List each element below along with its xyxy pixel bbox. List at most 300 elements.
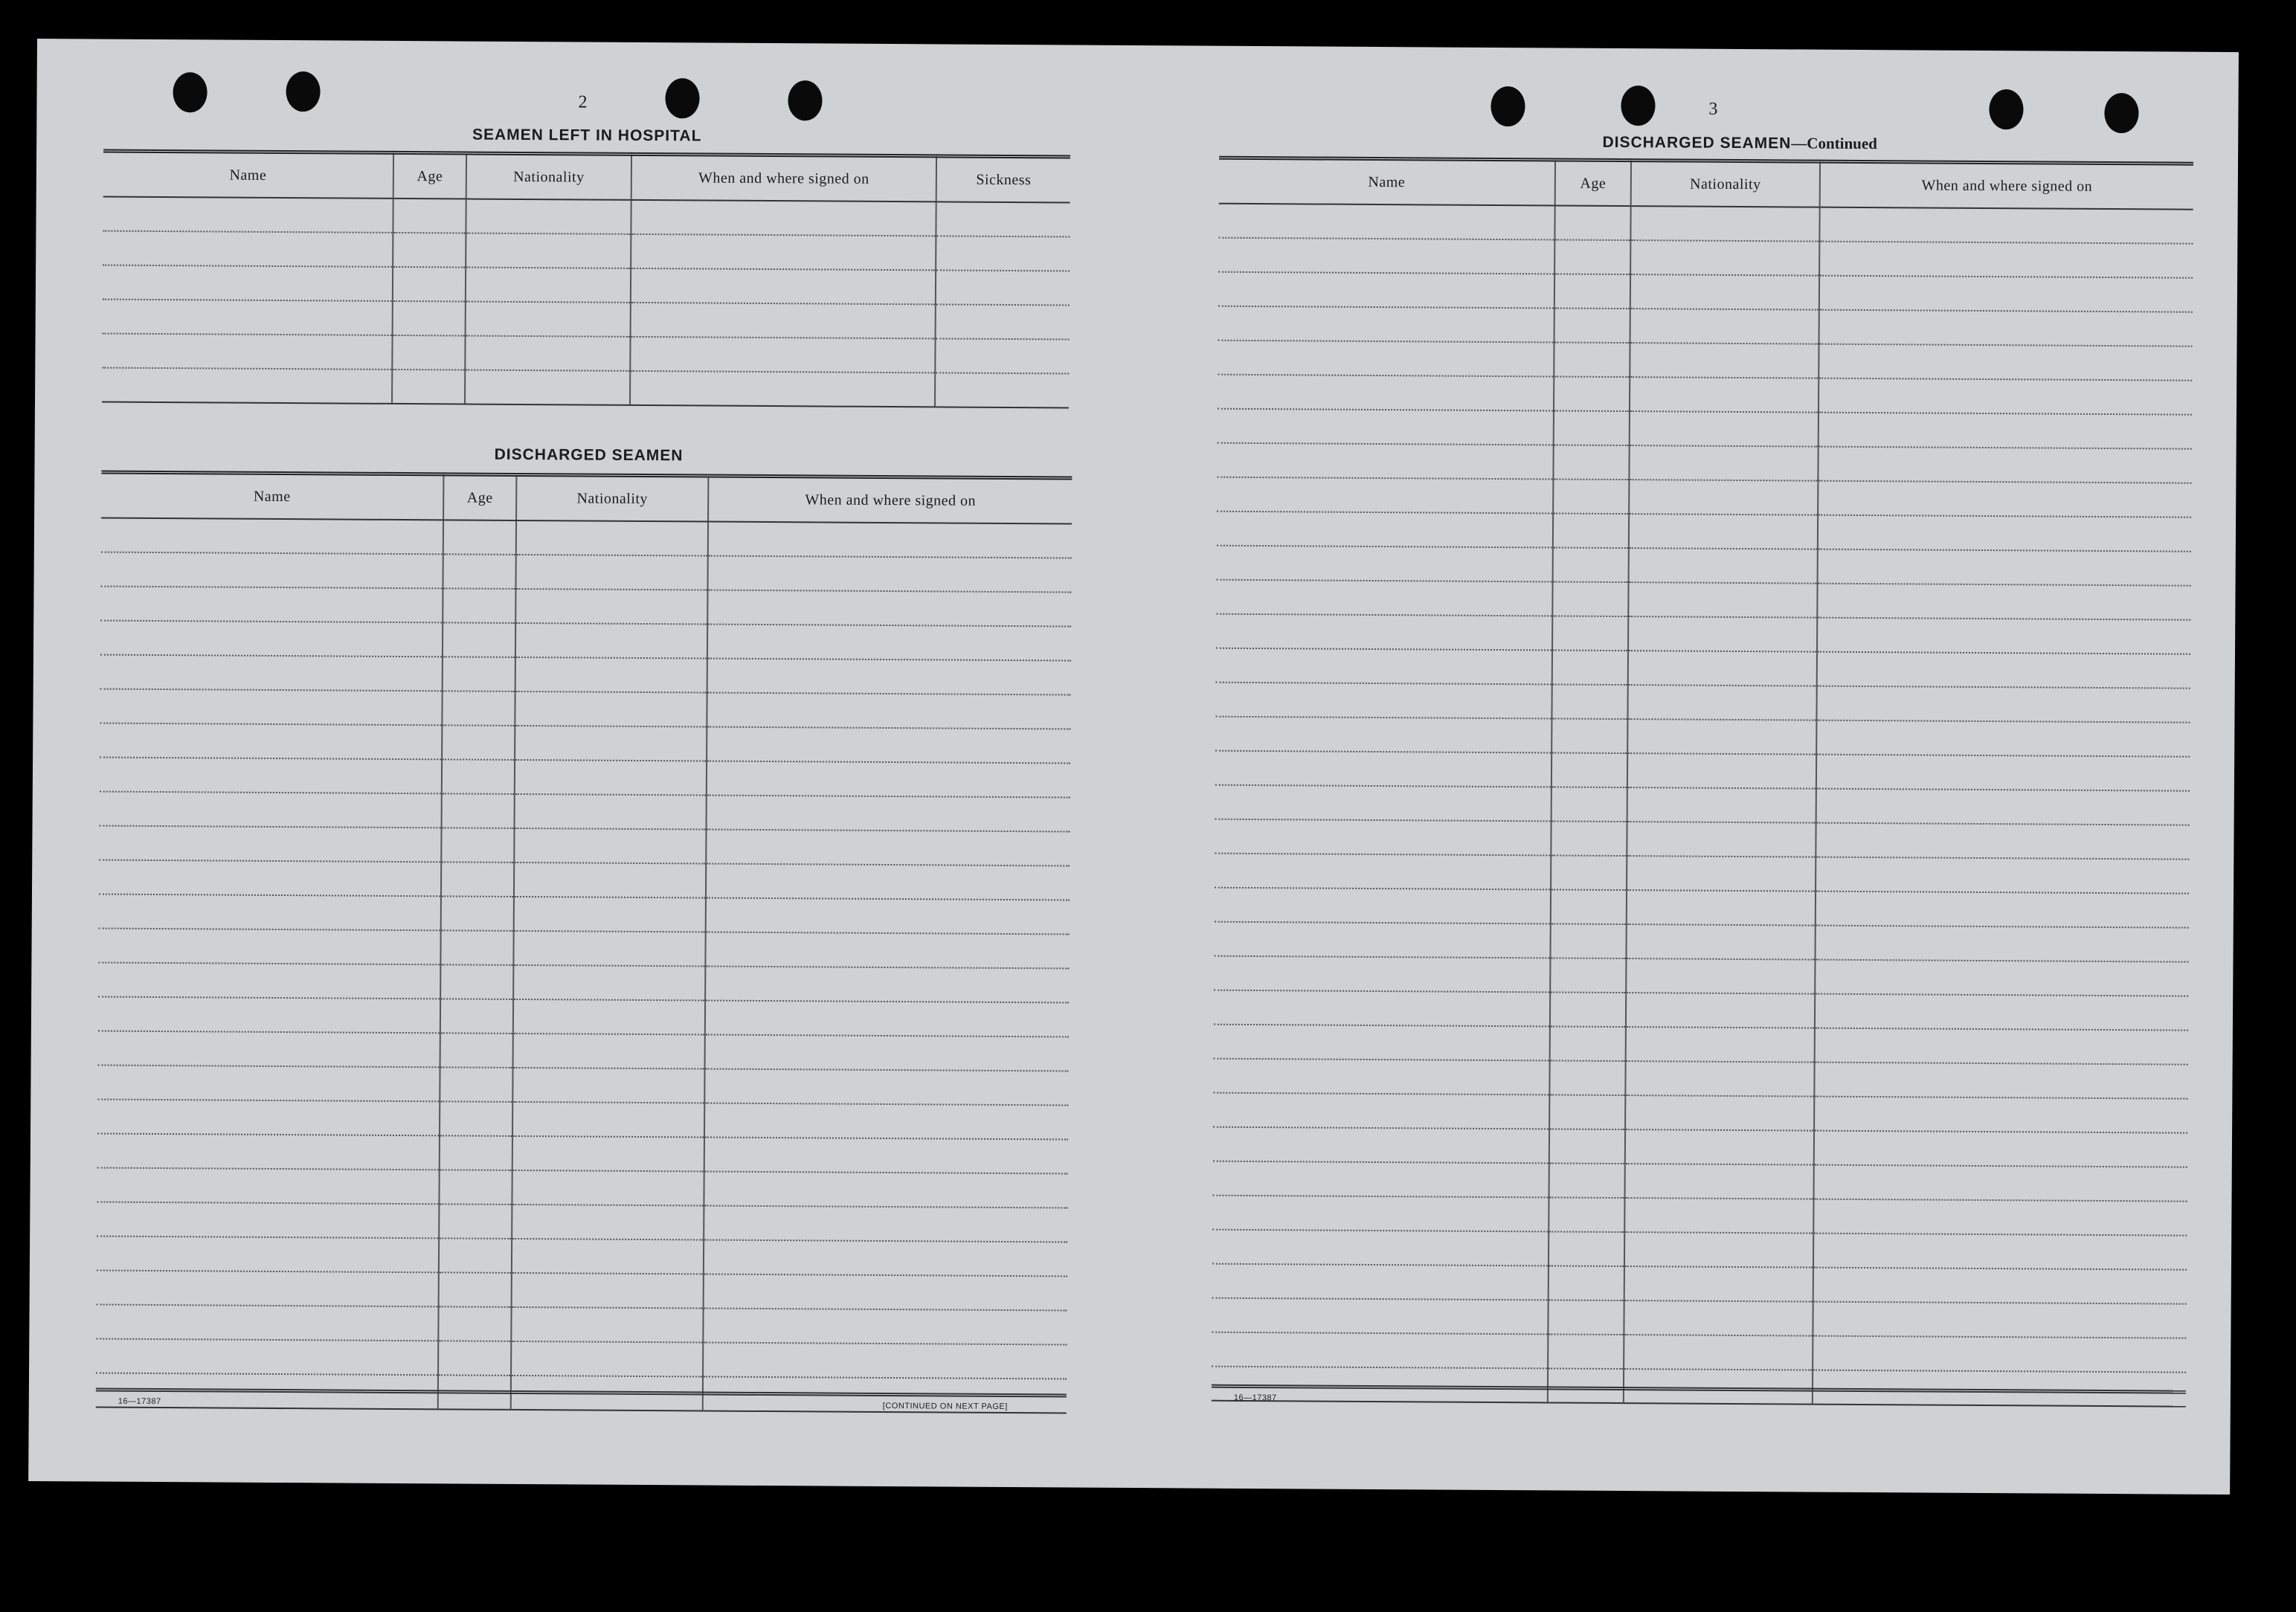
- signed-on-cell[interactable]: [1819, 310, 2193, 346]
- table-header-row: [103, 151, 1070, 202]
- signed-on-cell[interactable]: [1816, 720, 2190, 757]
- nationality-cell[interactable]: [512, 1239, 704, 1274]
- age-cell[interactable]: [441, 896, 514, 931]
- signed-on-cell[interactable]: [705, 1035, 1069, 1071]
- name-cell[interactable]: [1213, 1093, 1549, 1129]
- signed-on-cell[interactable]: [1818, 447, 2191, 483]
- name-cell[interactable]: [1214, 990, 1550, 1027]
- age-cell[interactable]: [440, 1135, 512, 1170]
- signed-on-cell[interactable]: [1819, 378, 2192, 415]
- nationality-cell[interactable]: [1624, 1266, 1813, 1302]
- table-row: [1215, 683, 2190, 723]
- age-cell[interactable]: [1549, 1094, 1625, 1129]
- signed-on-cell[interactable]: [630, 371, 935, 407]
- age-cell[interactable]: [443, 554, 515, 589]
- nationality-cell[interactable]: [1627, 856, 1816, 892]
- table-row: [1214, 1025, 2188, 1065]
- nationality-cell[interactable]: [512, 1102, 704, 1138]
- age-cell[interactable]: [1554, 205, 1630, 240]
- signed-on-cell[interactable]: [1818, 515, 2191, 552]
- age-cell[interactable]: [1550, 1026, 1626, 1061]
- name-cell[interactable]: [1215, 751, 1551, 787]
- name-cell[interactable]: [100, 689, 442, 726]
- nationality-cell[interactable]: [466, 268, 631, 303]
- signed-on-cell[interactable]: [1814, 1063, 2187, 1099]
- signed-on-cell[interactable]: [1814, 1131, 2187, 1167]
- age-cell[interactable]: [443, 588, 515, 623]
- nationality-cell[interactable]: [1627, 890, 1816, 926]
- form-number: 16—17387: [118, 1396, 161, 1407]
- signed-on-cell[interactable]: [707, 556, 1071, 593]
- age-cell[interactable]: [393, 267, 466, 302]
- page-number: 2: [578, 92, 588, 112]
- age-cell[interactable]: [1553, 547, 1629, 582]
- punch-hole: [1989, 89, 2023, 129]
- name-cell[interactable]: [100, 587, 443, 623]
- signed-on-cell[interactable]: [703, 1343, 1067, 1379]
- punch-hole: [788, 80, 822, 120]
- signed-on-cell[interactable]: [631, 303, 936, 339]
- age-cell[interactable]: [1554, 376, 1630, 411]
- name-cell[interactable]: [97, 1134, 440, 1170]
- age-cell[interactable]: [439, 1272, 512, 1307]
- name-cell[interactable]: [1212, 1298, 1548, 1335]
- name-cell[interactable]: [1216, 614, 1552, 651]
- signed-on-cell[interactable]: [704, 1274, 1067, 1311]
- table-row: [99, 826, 1070, 866]
- nationality-cell[interactable]: [515, 657, 707, 693]
- nationality-cell[interactable]: [1629, 445, 1818, 481]
- signed-on-cell[interactable]: [704, 1172, 1067, 1208]
- age-cell[interactable]: [1548, 1300, 1624, 1335]
- age-cell[interactable]: [443, 657, 515, 691]
- signed-on-cell[interactable]: [1816, 789, 2190, 825]
- name-cell[interactable]: [99, 826, 441, 863]
- age-cell[interactable]: [1549, 1163, 1625, 1198]
- name-cell[interactable]: [100, 758, 442, 794]
- nationality-cell[interactable]: [514, 828, 706, 864]
- nationality-cell[interactable]: [1624, 1198, 1813, 1234]
- signed-on-cell[interactable]: [704, 1206, 1067, 1242]
- signed-on-cell[interactable]: [707, 727, 1070, 764]
- name-cell[interactable]: [98, 1031, 440, 1068]
- nationality-cell[interactable]: [513, 1034, 705, 1069]
- nationality-cell[interactable]: [1624, 1232, 1813, 1268]
- table-row: [1212, 1230, 2187, 1270]
- age-cell[interactable]: [1551, 752, 1627, 787]
- age-cell[interactable]: [1553, 479, 1629, 514]
- nationality-cell[interactable]: [1630, 343, 1819, 378]
- signed-on-cell[interactable]: [707, 761, 1070, 798]
- nationality-cell[interactable]: [1628, 582, 1817, 618]
- name-cell[interactable]: [103, 231, 393, 267]
- age-cell[interactable]: [1554, 274, 1630, 309]
- name-cell[interactable]: [1213, 1127, 1549, 1164]
- nationality-cell[interactable]: [1626, 1027, 1815, 1063]
- age-cell[interactable]: [1554, 308, 1630, 343]
- age-cell[interactable]: [442, 759, 515, 794]
- nationality-cell[interactable]: [511, 1307, 703, 1343]
- name-cell[interactable]: [1217, 477, 1553, 514]
- nationality-cell[interactable]: [1629, 514, 1818, 549]
- name-cell[interactable]: [97, 1237, 439, 1273]
- age-cell[interactable]: [393, 233, 466, 268]
- nationality-cell[interactable]: [466, 302, 631, 337]
- table-row: [97, 1065, 1068, 1106]
- signed-on-cell[interactable]: [1817, 652, 2190, 689]
- age-cell[interactable]: [442, 793, 515, 828]
- nationality-cell[interactable]: [1630, 206, 1819, 242]
- age-cell[interactable]: [1551, 684, 1627, 719]
- name-cell[interactable]: [1212, 1196, 1549, 1232]
- age-cell[interactable]: [438, 1306, 511, 1341]
- age-cell[interactable]: [441, 862, 514, 897]
- nationality-cell[interactable]: [1624, 1300, 1813, 1336]
- nationality-cell[interactable]: [516, 520, 708, 556]
- sickness-cell[interactable]: [936, 304, 1070, 339]
- name-cell[interactable]: [98, 963, 440, 999]
- age-cell[interactable]: [443, 520, 516, 555]
- name-cell[interactable]: [1215, 785, 1551, 822]
- age-cell[interactable]: [440, 999, 513, 1034]
- signed-on-cell[interactable]: [706, 830, 1070, 866]
- signed-on-cell[interactable]: [1816, 755, 2190, 791]
- column-header-nationality: Nationality: [1631, 161, 1820, 207]
- nationality-cell[interactable]: [512, 1170, 704, 1206]
- nationality-cell[interactable]: [513, 931, 705, 967]
- age-cell[interactable]: [1551, 718, 1627, 753]
- table-row: [1218, 409, 2192, 449]
- nationality-cell[interactable]: [1624, 1335, 1813, 1370]
- nationality-cell[interactable]: [1628, 651, 1817, 686]
- age-cell[interactable]: [1549, 1231, 1624, 1266]
- signed-on-cell[interactable]: [708, 522, 1072, 558]
- signed-on-cell[interactable]: [703, 1309, 1067, 1345]
- name-cell[interactable]: [97, 1100, 440, 1136]
- age-cell[interactable]: [1554, 410, 1630, 445]
- name-cell[interactable]: [1215, 717, 1551, 753]
- nationality-cell[interactable]: [1626, 924, 1815, 960]
- table-row: [97, 1134, 1068, 1174]
- table-row: [100, 723, 1070, 764]
- age-cell[interactable]: [442, 725, 515, 760]
- age-cell[interactable]: [440, 964, 513, 999]
- nationality-cell[interactable]: [514, 897, 706, 932]
- nationality-cell[interactable]: [512, 1273, 704, 1309]
- age-cell[interactable]: [392, 335, 465, 370]
- name-cell[interactable]: [1213, 1161, 1549, 1198]
- signed-on-cell[interactable]: [1813, 1268, 2187, 1304]
- table-row: [103, 300, 1070, 340]
- age-cell[interactable]: [1554, 342, 1630, 377]
- punch-hole: [2104, 93, 2138, 133]
- signed-on-cell[interactable]: [1818, 481, 2191, 518]
- name-cell[interactable]: [1218, 238, 1554, 274]
- age-cell[interactable]: [1551, 787, 1627, 822]
- signed-on-cell[interactable]: [707, 659, 1071, 695]
- age-cell[interactable]: [438, 1341, 511, 1376]
- signed-on-cell[interactable]: [1814, 1165, 2187, 1202]
- name-cell[interactable]: [1216, 648, 1552, 685]
- name-cell[interactable]: [99, 860, 441, 897]
- signed-on-cell[interactable]: [630, 337, 935, 373]
- nationality-cell[interactable]: [1630, 411, 1819, 447]
- age-cell[interactable]: [440, 930, 513, 965]
- age-cell[interactable]: [1550, 992, 1626, 1027]
- name-cell[interactable]: [103, 265, 393, 301]
- name-cell[interactable]: [1214, 1025, 1550, 1061]
- name-cell[interactable]: [1215, 854, 1551, 890]
- table-row: [97, 1202, 1067, 1242]
- name-cell[interactable]: [1217, 512, 1553, 548]
- age-cell[interactable]: [393, 301, 466, 336]
- name-cell[interactable]: [101, 518, 443, 555]
- column-header-age: Age: [393, 152, 466, 199]
- name-cell[interactable]: [1218, 341, 1554, 377]
- nationality-cell[interactable]: [1627, 685, 1816, 720]
- name-cell[interactable]: [1218, 204, 1554, 240]
- nationality-cell[interactable]: [1626, 958, 1815, 994]
- age-cell[interactable]: [1552, 650, 1628, 685]
- signed-on-cell[interactable]: [631, 268, 936, 305]
- name-cell[interactable]: [102, 368, 392, 404]
- nationality-cell[interactable]: [515, 589, 707, 625]
- nationality-cell[interactable]: [515, 691, 707, 727]
- age-cell[interactable]: [1554, 239, 1630, 274]
- signed-on-cell[interactable]: [1813, 1336, 2186, 1373]
- name-cell[interactable]: [1214, 956, 1550, 993]
- name-cell[interactable]: [97, 1271, 439, 1307]
- nationality-cell[interactable]: [1629, 548, 1818, 584]
- signed-on-cell[interactable]: [1816, 892, 2189, 928]
- nationality-cell[interactable]: [1627, 787, 1816, 823]
- nationality-cell[interactable]: [1627, 719, 1816, 755]
- nationality-cell[interactable]: [515, 794, 707, 830]
- punch-hole: [665, 78, 699, 118]
- name-cell[interactable]: [97, 1168, 439, 1205]
- signed-on-cell[interactable]: [704, 1069, 1068, 1106]
- punch-hole: [1621, 86, 1655, 126]
- age-cell[interactable]: [440, 1033, 513, 1068]
- age-cell[interactable]: [1548, 1334, 1624, 1369]
- nationality-cell[interactable]: [1630, 274, 1819, 310]
- age-cell[interactable]: [439, 1204, 512, 1239]
- age-cell[interactable]: [392, 370, 465, 404]
- name-cell[interactable]: [1218, 375, 1554, 411]
- age-cell[interactable]: [1549, 1266, 1624, 1300]
- nationality-cell[interactable]: [511, 1341, 703, 1377]
- age-cell[interactable]: [1550, 958, 1626, 993]
- name-cell[interactable]: [97, 1065, 440, 1102]
- name-cell[interactable]: [1218, 272, 1554, 309]
- signed-on-cell[interactable]: [1817, 618, 2190, 654]
- signed-on-cell[interactable]: [631, 234, 936, 271]
- signed-on-cell[interactable]: [704, 1240, 1067, 1277]
- table-row: [97, 1271, 1067, 1311]
- name-cell[interactable]: [1213, 1059, 1549, 1095]
- table-row: [97, 1237, 1067, 1277]
- age-cell[interactable]: [1549, 1129, 1625, 1164]
- name-cell[interactable]: [1215, 888, 1551, 924]
- signed-on-cell[interactable]: [707, 590, 1071, 627]
- table-row: [1218, 341, 2192, 381]
- age-cell[interactable]: [1553, 513, 1629, 548]
- signed-on-cell[interactable]: [1815, 960, 2188, 996]
- signed-on-cell[interactable]: [1813, 1199, 2187, 1236]
- age-cell[interactable]: [441, 828, 514, 863]
- signed-on-cell[interactable]: [1813, 1302, 2186, 1338]
- name-cell[interactable]: [100, 792, 442, 828]
- age-cell[interactable]: [1551, 889, 1627, 924]
- table-row: [1213, 1059, 2187, 1099]
- nationality-cell[interactable]: [1626, 993, 1815, 1028]
- nationality-cell[interactable]: [1625, 1095, 1814, 1131]
- table-row: [1214, 990, 2188, 1031]
- table-row: [100, 792, 1070, 832]
- sickness-cell[interactable]: [935, 338, 1069, 373]
- nationality-cell[interactable]: [465, 336, 630, 371]
- nationality-cell[interactable]: [1630, 240, 1819, 276]
- nationality-cell[interactable]: [466, 233, 631, 268]
- sickness-cell[interactable]: [935, 373, 1069, 407]
- name-cell[interactable]: [1214, 922, 1550, 958]
- age-cell[interactable]: [1551, 821, 1627, 856]
- signed-on-cell[interactable]: [707, 693, 1070, 729]
- signed-on-cell[interactable]: [1818, 549, 2191, 586]
- name-cell[interactable]: [1216, 580, 1552, 616]
- name-cell[interactable]: [101, 552, 443, 589]
- name-cell[interactable]: [100, 723, 442, 760]
- table-row: [101, 552, 1072, 593]
- age-cell[interactable]: [440, 1067, 512, 1102]
- signed-on-cell[interactable]: [1817, 584, 2190, 620]
- sickness-cell[interactable]: [936, 270, 1070, 305]
- column-header-nationality: Nationality: [516, 474, 708, 521]
- nationality-cell[interactable]: [1627, 822, 1816, 857]
- age-cell[interactable]: [1551, 855, 1627, 890]
- age-cell[interactable]: [1549, 1060, 1625, 1095]
- signed-on-cell[interactable]: [705, 967, 1069, 1003]
- name-cell[interactable]: [103, 300, 393, 335]
- age-cell[interactable]: [393, 199, 466, 233]
- signed-on-cell[interactable]: [1819, 242, 2193, 278]
- sickness-cell[interactable]: [936, 236, 1070, 271]
- signed-on-cell[interactable]: [1814, 1097, 2187, 1133]
- sickness-cell[interactable]: [936, 202, 1070, 236]
- nationality-cell[interactable]: [1630, 309, 1819, 344]
- name-cell[interactable]: [1212, 1264, 1549, 1300]
- name-cell[interactable]: [98, 929, 440, 965]
- name-cell[interactable]: [99, 894, 441, 931]
- signed-on-cell[interactable]: [1815, 1028, 2188, 1065]
- nationality-cell[interactable]: [515, 726, 707, 761]
- signed-on-cell[interactable]: [1819, 276, 2193, 312]
- signed-on-cell[interactable]: [705, 932, 1069, 969]
- name-cell[interactable]: [102, 334, 392, 370]
- age-cell[interactable]: [443, 622, 515, 657]
- punch-hole: [1491, 86, 1525, 126]
- table-row: [98, 963, 1069, 1003]
- name-cell[interactable]: [103, 197, 393, 233]
- signed-on-cell[interactable]: [706, 864, 1070, 900]
- nationality-cell[interactable]: [515, 623, 707, 659]
- signed-on-cell[interactable]: [1816, 857, 2189, 894]
- age-cell[interactable]: [1550, 923, 1626, 958]
- nationality-cell[interactable]: [466, 199, 631, 234]
- name-cell[interactable]: [96, 1305, 438, 1341]
- signed-on-cell[interactable]: [705, 1001, 1069, 1037]
- signed-on-cell[interactable]: [1816, 823, 2189, 860]
- nationality-cell[interactable]: [1625, 1129, 1814, 1165]
- nationality-cell[interactable]: [513, 999, 705, 1035]
- name-cell[interactable]: [1218, 409, 1554, 445]
- table-row: [103, 265, 1070, 306]
- name-cell[interactable]: [100, 655, 443, 691]
- name-cell[interactable]: [1217, 546, 1553, 582]
- signed-on-cell[interactable]: [704, 1103, 1068, 1140]
- name-cell[interactable]: [1212, 1332, 1548, 1369]
- age-cell[interactable]: [1552, 616, 1628, 651]
- nationality-cell[interactable]: [1627, 753, 1816, 789]
- signed-on-cell[interactable]: [631, 200, 936, 236]
- signed-on-cell[interactable]: [706, 898, 1070, 935]
- nationality-cell[interactable]: [1625, 1061, 1814, 1097]
- nationality-cell[interactable]: [514, 863, 706, 898]
- signed-on-cell[interactable]: [1813, 1234, 2187, 1270]
- age-cell[interactable]: [440, 1101, 512, 1136]
- nationality-cell[interactable]: [515, 760, 707, 796]
- nationality-cell[interactable]: [465, 370, 630, 405]
- signed-on-cell[interactable]: [707, 796, 1070, 832]
- signed-on-cell[interactable]: [1815, 926, 2188, 962]
- name-cell[interactable]: [1212, 1230, 1549, 1266]
- signed-on-cell[interactable]: [707, 625, 1071, 661]
- name-cell[interactable]: [1217, 443, 1553, 480]
- table-row: [1215, 888, 2189, 928]
- nationality-cell[interactable]: [1630, 377, 1819, 413]
- nationality-cell[interactable]: [515, 555, 707, 590]
- age-cell[interactable]: [1552, 581, 1628, 616]
- name-cell[interactable]: [100, 621, 443, 657]
- nationality-cell[interactable]: [1625, 1164, 1814, 1199]
- name-cell[interactable]: [96, 1339, 438, 1376]
- nationality-cell[interactable]: [513, 965, 705, 1001]
- name-cell[interactable]: [1215, 819, 1551, 856]
- name-cell[interactable]: [1218, 306, 1554, 343]
- nationality-cell[interactable]: [1628, 616, 1817, 652]
- name-cell[interactable]: [98, 997, 440, 1034]
- nationality-cell[interactable]: [512, 1205, 704, 1240]
- column-header-signed-on: When and where signed on: [1820, 161, 2193, 210]
- signed-on-cell[interactable]: [1819, 207, 2193, 244]
- signed-on-cell[interactable]: [1815, 994, 2188, 1031]
- age-cell[interactable]: [439, 1170, 512, 1205]
- nationality-cell[interactable]: [1629, 480, 1818, 515]
- name-cell[interactable]: [1215, 683, 1551, 719]
- signed-on-cell[interactable]: [1819, 344, 2192, 381]
- age-cell[interactable]: [439, 1238, 512, 1273]
- signed-on-cell[interactable]: [704, 1138, 1068, 1174]
- table-row: [1215, 717, 2190, 757]
- signed-on-cell[interactable]: [1816, 686, 2190, 723]
- nationality-cell[interactable]: [512, 1136, 704, 1172]
- nationality-cell[interactable]: [512, 1068, 704, 1103]
- age-cell[interactable]: [1549, 1197, 1624, 1232]
- age-cell[interactable]: [442, 691, 515, 726]
- signed-on-cell[interactable]: [1819, 413, 2192, 449]
- name-cell[interactable]: [97, 1202, 439, 1239]
- age-cell[interactable]: [1553, 445, 1629, 480]
